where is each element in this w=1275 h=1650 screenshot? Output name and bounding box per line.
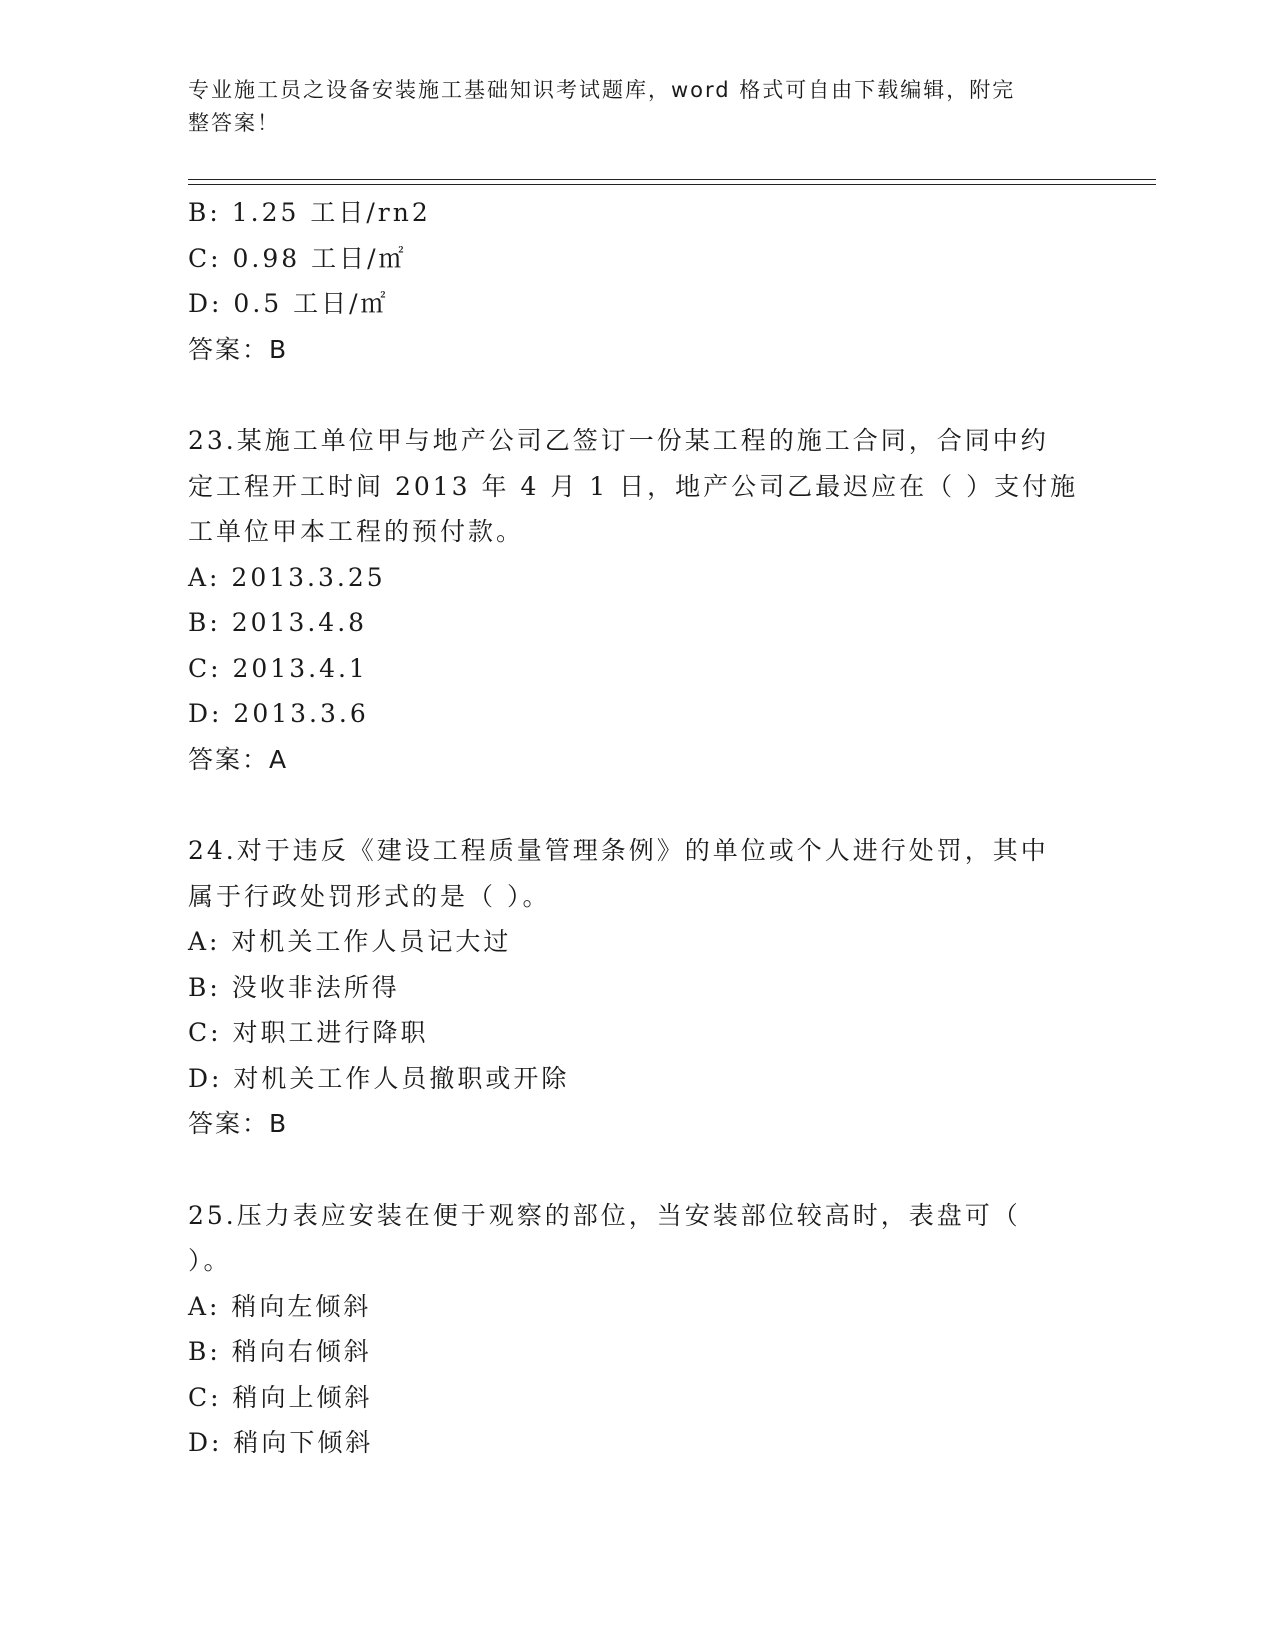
option-b: B: 没收非法所得 [188,972,400,1002]
header-divider-bottom [188,184,1156,185]
question-stem-line: 24.对于违反《建设工程质量管理条例》的单位或个人进行处罚，其中 [188,836,1049,865]
option-a: A: 2013.3.25 [188,562,386,592]
question-22-tail [188,190,1088,372]
answer-label: 答案：B [188,334,289,364]
option-c: C: 0.98 工日/㎡ [188,243,407,273]
document-header [188,74,1068,140]
question-25 [188,1193,1088,1466]
option-d: D: 2013.3.6 [188,699,369,728]
option-b: B: 1.25 工日/rn2 [188,198,431,227]
option-b: B: 稍向右倾斜 [188,1337,372,1366]
option-c: C: 2013.4.1 [188,653,368,683]
option-c: C: 对职工进行降职 [188,1018,429,1047]
question-stem-line: 工单位甲本工程的预付款。 [188,517,525,546]
answer-label: 答案：B [188,1109,289,1138]
question-stem-line: 定工程开工时间 2013 年 4 月 1 日，地产公司乙最迟应在（ ）支付施 [188,471,1079,501]
header-line-2: 整答案！ [188,111,280,135]
option-a: A: 对机关工作人员记大过 [188,927,512,956]
question-stem-line: ）。 [188,1246,232,1275]
question-stem-line: 23.某施工单位甲与地产公司乙签订一份某工程的施工合同，合同中约 [188,426,1049,455]
question-stem-line: 25.压力表应安装在便于观察的部位，当安装部位较高时，表盘可（ [188,1200,1021,1230]
option-c: C: 稍向上倾斜 [188,1382,373,1412]
question-list [188,190,1088,1466]
header-divider-top [188,179,1156,180]
question-stem-line: 属于行政处罚形式的是（ ）。 [188,881,551,911]
option-a: A: 稍向左倾斜 [188,1291,372,1321]
option-b: B: 2013.4.8 [188,608,368,637]
option-d: D: 对机关工作人员撤职或开除 [188,1063,570,1093]
option-d: D: 稍向下倾斜 [188,1428,374,1457]
header-line-1: 专业施工员之设备安装施工基础知识考试题库，word 格式可自由下载编辑，附完 [188,78,1016,102]
answer-label: 答案：A [188,744,289,774]
option-d: D: 0.5 工日/㎡ [188,289,389,318]
question-23 [188,418,1088,782]
question-24 [188,828,1088,1147]
